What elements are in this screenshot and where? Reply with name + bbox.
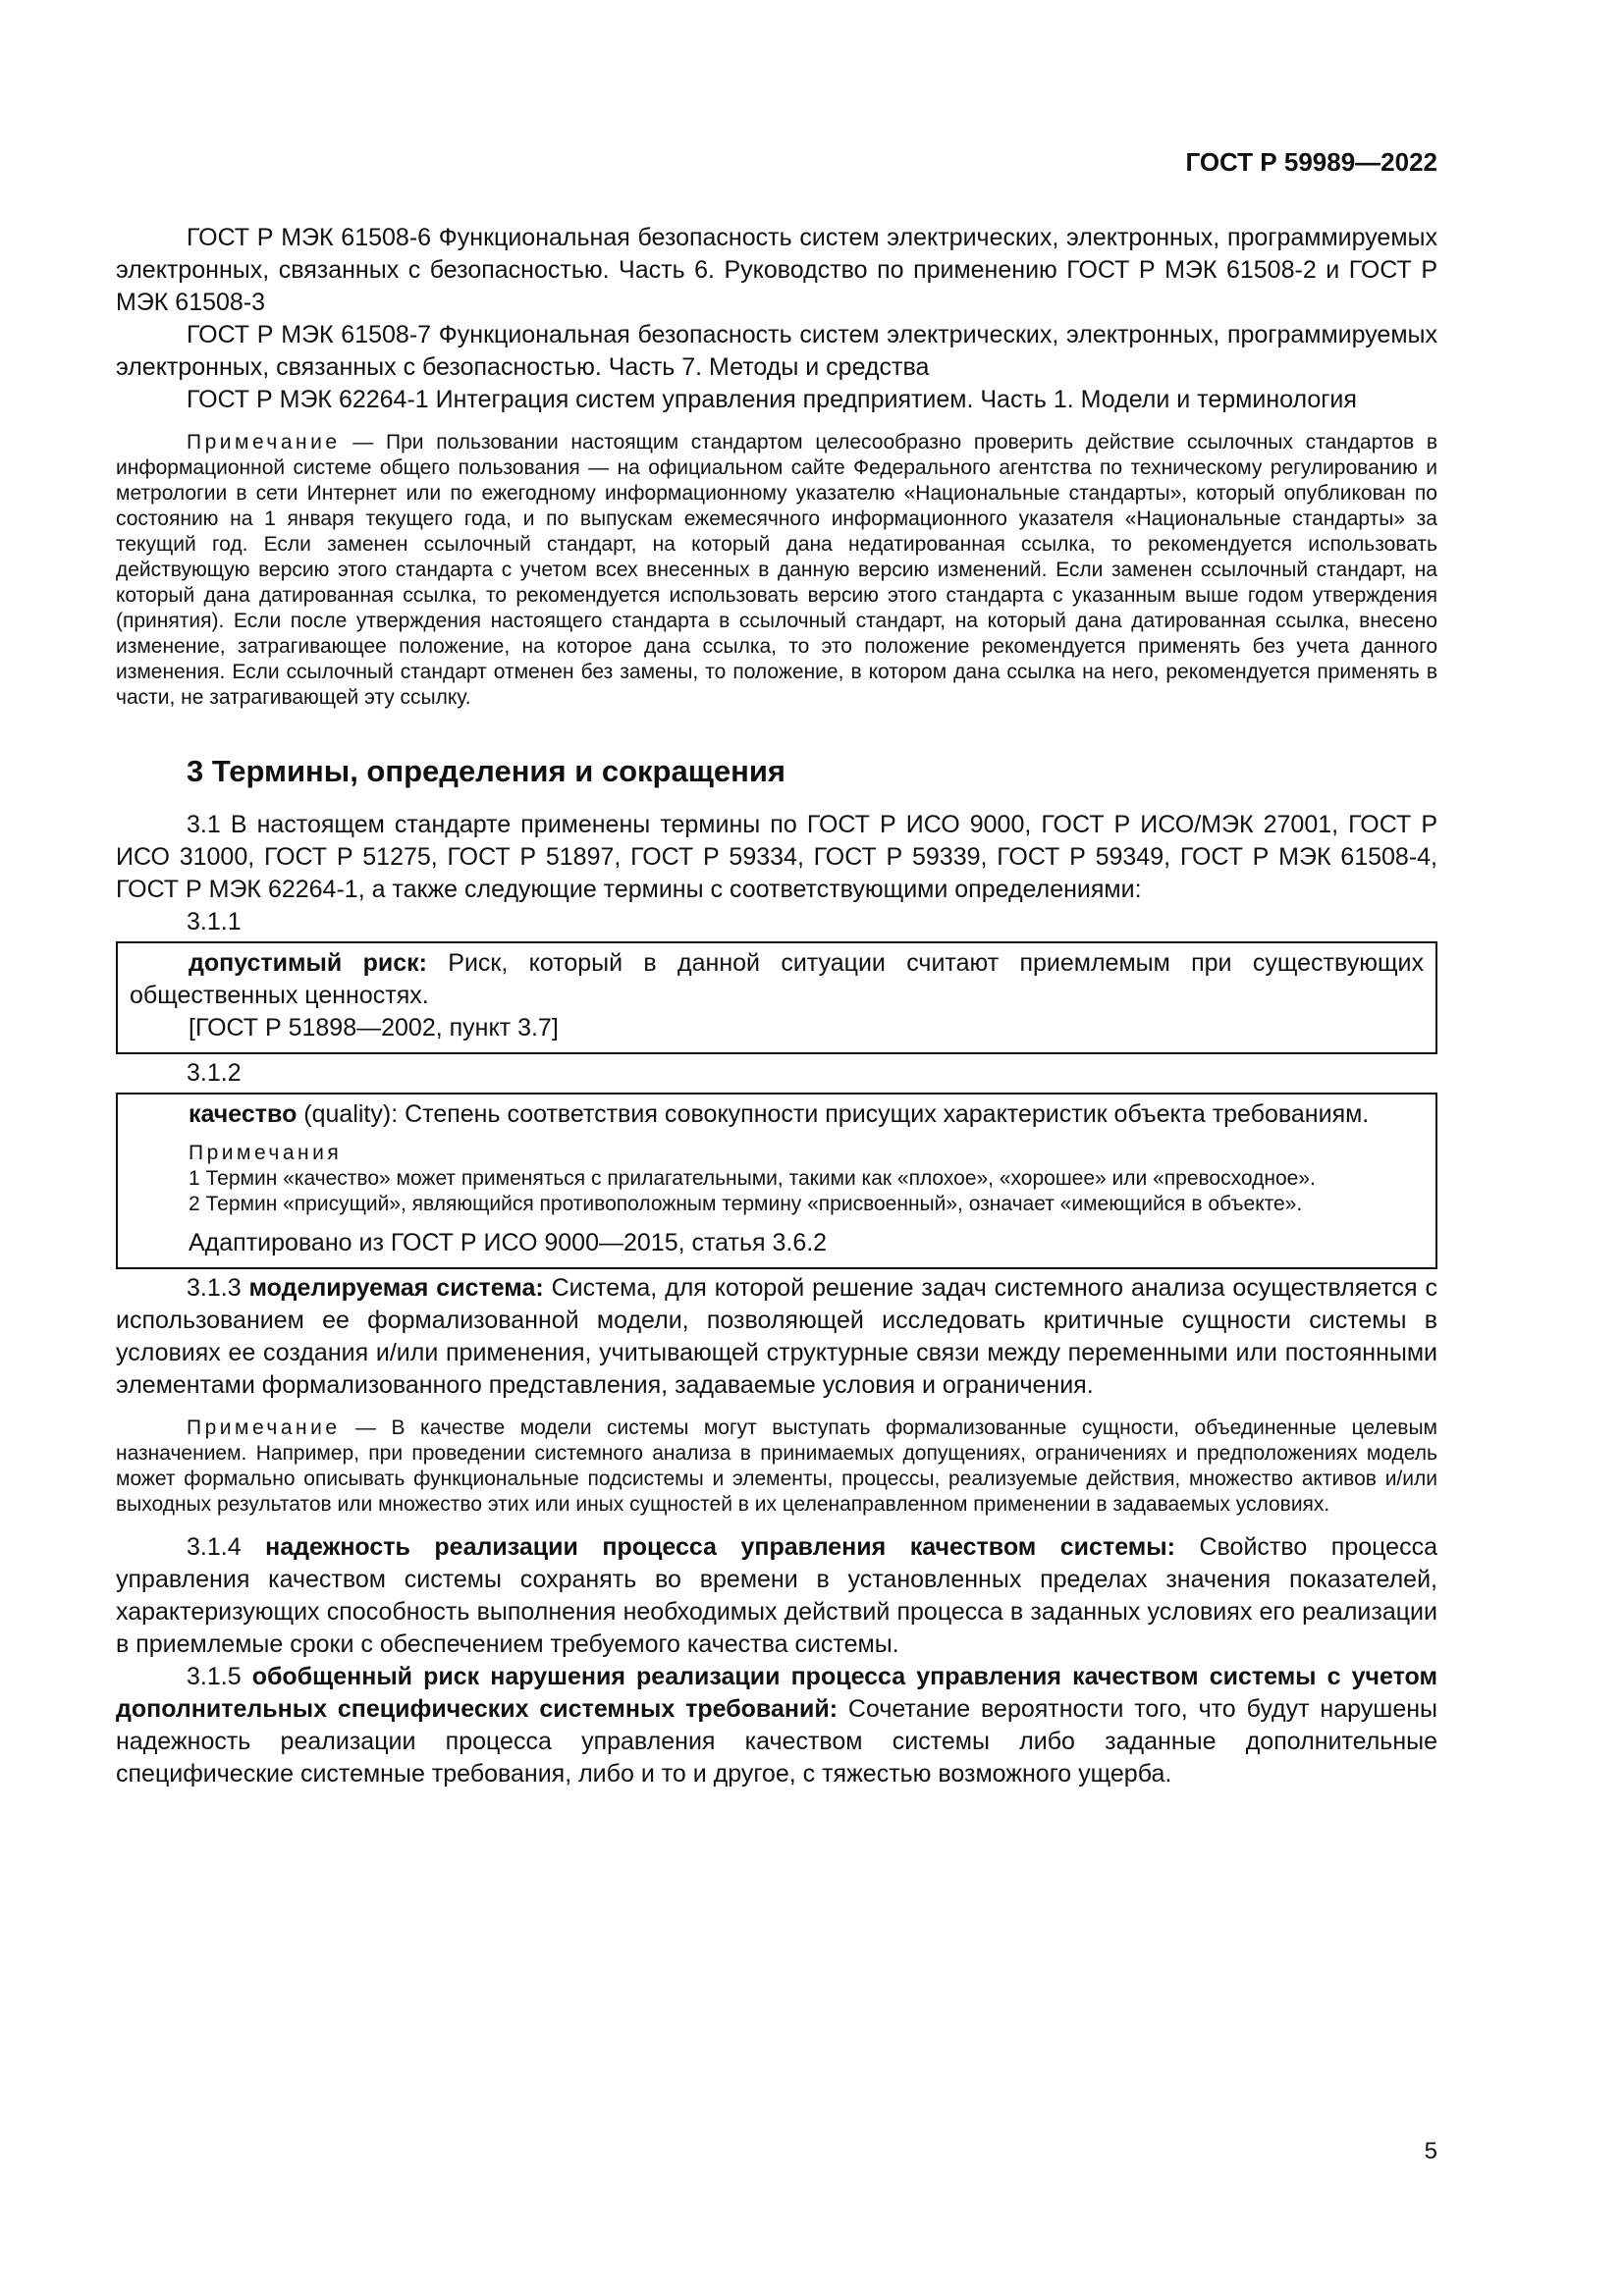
term-note-2: 2 Термин «присущий», являющийся противоположным термину «присвоенный», означает «имеющийся в объекте».	[189, 1193, 1303, 1215]
section-intro: 3.1 В настоящем стандарте применены термины по ГОСТ Р ИСО 9000, ГОСТ Р ИСО/МЭК 27001, ГОСТ Р ИСО 31000, ГОСТ Р 51275, ГОСТ Р 51897, ГОСТ Р 59334, ГОСТ Р 59339, ГОСТ Р 59349, ГОСТ Р МЭК 61508-4, ГОСТ Р МЭК 62264-1, а также следующие термины с соответствующими определениями:	[116, 811, 1437, 903]
term-number: 3.1.2	[187, 1059, 242, 1087]
term-number: 3.1.3	[187, 1274, 249, 1302]
references-note	[116, 430, 1437, 711]
term-text: Свойство процесса управления качеством системы сохранять во времени в установленных пределах значения показателей, характеризующих способность выполнения необходимых действий процесса в заданных условиях его реализации в приемлемые сроки с обеспечением требуемого качества системы.	[116, 1533, 1437, 1658]
section-title: 3 Термины, определения и сокращения	[187, 754, 785, 788]
term-text: Риск, который в данной ситуации считают приемлемым при существующих общественных ценностях.	[130, 949, 1424, 1009]
term-text: Система, для которой решение задач системного анализа осуществляется с использованием ее формализованной модели, позволяющей исследовать критичные сущности системы в условиях ее создания и/или применения, учитывающей структурные связи между переменными или постоянными элементами формализованного представления, задаваемые условия и ограничения.	[116, 1274, 1437, 1399]
reference-item: ГОСТ Р МЭК 61508-6 Функциональная безопасность систем электрических, электронных, программируемых электронных, связанных с безопасностью. Часть 6. Руководство по применению ГОСТ Р МЭК 61508-2 и ГОСТ Р МЭК 61508-3	[116, 224, 1437, 316]
note-label: Примечание	[187, 1416, 341, 1439]
term-box-3-1-2	[116, 1093, 1437, 1269]
term-definition	[130, 1098, 1424, 1131]
note-text: — При пользовании настоящим стандартом целесообразно проверить действие ссылочных стандартов в информационной системе общего пользования — на официальном сайте Федерального агентства по техническому регулированию и метрологии в сети Интернет или по ежегодному информационному указателю «Национальные стандарты», который опубликован по состоянию на 1 января текущего года, и по выпускам ежемесячного информационного указателя «Национальные стандарты» за текущий год. Если заменен ссылочный стандарт, на который дана недатированная ссылка, то рекомендуется использовать действующую версию этого стандарта с учетом всех внесенных в данную версию изменений. Если заменен ссылочный стандарт, на который дана датированная ссылка, то рекомендуется использовать версию этого стандарта с указанным выше годом утверждения (принятия). Если после утверждения настоящего стандарта в ссылочный стандарт, на который дана датированная ссылка, внесено изменение, затрагивающее положение, на которое дана ссылка, то это положение рекомендуется применять без учета данного изменения. Если ссылочный стандарт отменен без замены, то положение, в котором дана ссылка на него, рекомендуется применять в части, не затрагивающей эту ссылку.	[116, 431, 1437, 709]
term-3-1-5	[116, 1661, 1437, 1790]
term-name: обобщенный риск нарушения реализации процесса управления качеством системы с учетом дополнительных специфических системных требований:	[116, 1663, 1437, 1723]
reference-item: ГОСТ Р МЭК 61508-7 Функциональная безопасность систем электрических, электронных, программируемых электронных, связанных с безопасностью. Часть 7. Методы и средства	[116, 321, 1437, 381]
term-3-1-3	[116, 1272, 1437, 1402]
term-name: моделируемая система:	[248, 1274, 544, 1302]
document-header: ГОСТ Р 59989—2022	[1185, 147, 1437, 177]
term-note-1: 1 Термин «качество» может применяться с прилагательными, такими как «плохое», «хорошее» или «превосходное».	[189, 1167, 1316, 1190]
term-number: 3.1.1	[187, 908, 242, 935]
term-source: [ГОСТ Р 51898—2002, пункт 3.7]	[189, 1014, 559, 1041]
term-source: Адаптировано из ГОСТ Р ИСО 9000—2015, статья 3.6.2	[189, 1229, 828, 1256]
term-number: 3.1.5	[187, 1663, 252, 1690]
term-name: качество	[189, 1100, 298, 1128]
term-definition	[130, 947, 1424, 1012]
term-name: допустимый риск:	[189, 949, 427, 977]
term-number: 3.1.4	[187, 1533, 266, 1561]
term-text: (quality): Степень соответствия совокупности присущих характеристик объекта требованиям.	[297, 1100, 1370, 1128]
term-note	[116, 1415, 1437, 1518]
term-text: Сочетание вероятности того, что будут нарушены надежность реализации процесса управления качеством системы либо заданные дополнительные специфические системные требования, либо и то и другое, с тяжестью возможного ущерба.	[116, 1695, 1437, 1788]
notes-label: Примечания	[189, 1142, 343, 1164]
term-3-1-4	[116, 1531, 1437, 1661]
term-box-3-1-1	[116, 941, 1437, 1054]
reference-item: ГОСТ Р МЭК 62264-1 Интеграция систем управления предприятием. Часть 1. Модели и терминология	[187, 386, 1357, 413]
document-body	[116, 222, 1437, 1790]
note-text: — В качестве модели системы могут выступать формализованные сущности, объединенные целевым назначением. Например, при проведении системного анализа в принимаемых допущениях, ограничениях и предположениях модель может формально описывать функциональные подсистемы и элементы, процессы, реализуемые действия, множество активов и/или выходных результатов или множество этих или иных сущностей в их целенаправленном применении в задаваемых условиях.	[116, 1416, 1437, 1516]
term-name: надежность реализации процесса управления качеством системы:	[265, 1533, 1175, 1561]
note-label: Примечание	[187, 431, 341, 454]
page-number: 5	[1424, 2138, 1437, 2164]
